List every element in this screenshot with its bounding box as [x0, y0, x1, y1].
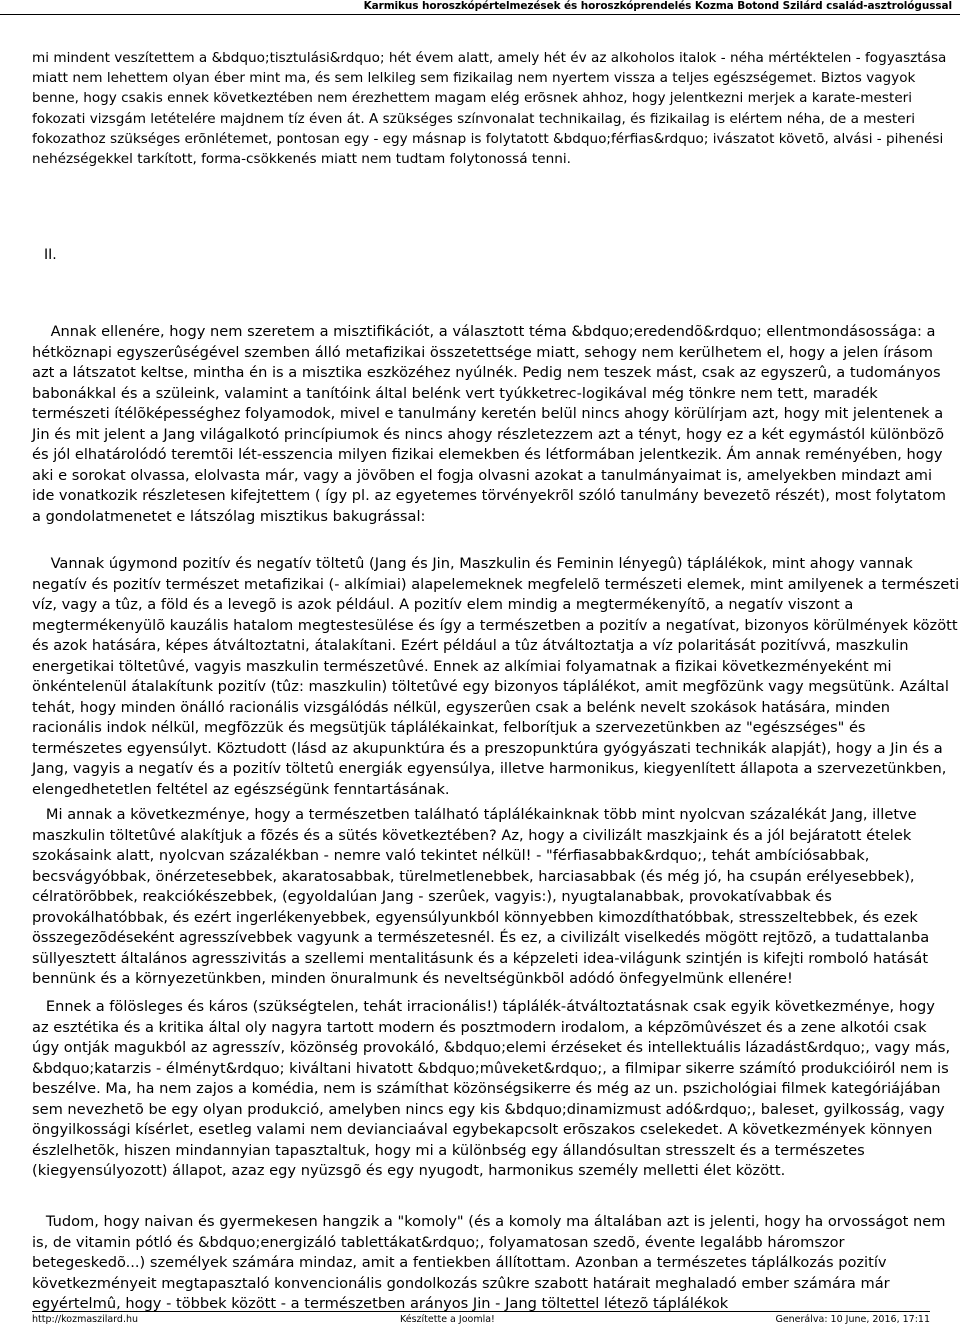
paragraph-tisztulasi: mi mindent veszítettem a &bdquo;tisztulási&rdquo; hét évem alatt, amely hét év az alkoholos italok - néha mértéktelen - fogyasztása miatt nem lehettem olyan éber mint ma, és sem lelkileg sem fizikailag nem nyertem vissza a teljes egészségemet. Biztos vagyok benne, hogy csakis ennek következtében nem érezhettem magam elég erõsnek ahhoz, hogy jelentkezni merjek a karate-mesteri fokozati vizsgám letételére majdnem tíz éven át. A szükséges színvonalat technikailag, és fizikailag is elértem néha, de a mesteri fokozathoz szükséges erõnlétemet, pontosan egy - egy másnap is folytatott &bdquo;férfias&rdquo; ivászatot követõ, alvási - pihenési nehézségekkel tarkított, forma-csökkenés miatt nem tudtam folytonossá tenni.: [32, 50, 947, 168]
footer-generated-date: Generálva: 10 June, 2016, 17:11: [775, 1314, 930, 1325]
paragraph-taplalekok: [32, 554, 960, 800]
paragraph-kovetkezmeny-text: Mi annak a következménye, hogy a természetben található táplálékainknak több mint nyolcvan százalékát Jang, illetve maszkulin töltetûvé alakítjuk a fõzés és a sütés következtében? Az, hogy a civilizált maszkjaink és a jól bejáratott ételek szokásaink alatt, nyolcvan százalékban - nemre való tekintet nélkül! - "férfiasabbak&rdquo;, tehát ambíciósabbak, becsvágyóbbak, önérzetesebbek, akaratosabbak, türelmetlenebbek, harciasabbak (és még jó, ha csupán erélyesebbek), célratörõbbek, reakciókészebbek, (egyoldalúan Jang - szerûek, vagyis:), nyugtalanabbak, provokatívabbak és provokálhatóbbak, és ezért ingerlékenyebbek, egyensúlyunkból könnyebben kimozdíthatóbbak, stresszeltebbek, és ezek összegezõdéseként agresszívebbek vagyunk a természetesnél. És ez, a civilizált viselkedés mögött rejtõzõ, a tudattalanba süllyesztett általános agresszivitás a szellemi mentalitásunk és a képzeleti idea-világunk szintjén is kifejti romboló hatását bennünk és a környezetünkben, minden önuralmunk és neveltségünkbõl adódó önfegyelmünk ellenére!: [32, 806, 930, 987]
page-header: [0, 0, 960, 15]
paragraph-tudom-text: Tudom, hogy naivan és gyermekesen hangzik a "komoly" (és a komoly ma általában azt is jelenti, hogy ha orvosságot nem is, de vitamin pótló és &bdquo;energizáló tablettákat&rdquo;, folyamatosan szedõ, évente legalább háromszor betegeskedõ...) személyek számára mindaz, amit a fentiekben állítottam. Azonban a természetes táplálkozás pozitív következményeit megtapasztaló konvencionális gondolkozás szûkre szabott határait meghaladó ember számára már egyértelmû, hogy - többek között - a természetben arányos Jin - Jang töltettel létezõ táplálékok: [32, 1213, 946, 1312]
paragraph-misztifikacio: [32, 322, 956, 527]
footer-made-with: Készítette a Joomla!: [400, 1314, 495, 1325]
paragraph-kovetkezmeny: [32, 805, 956, 990]
footer-url-link[interactable]: http://kozmaszilard.hu: [32, 1314, 139, 1325]
paragraph-tudom: [32, 1212, 956, 1315]
paragraph-misztifikacio-text: Annak ellenére, hogy nem szeretem a misztifikációt, a választott téma &bdquo;eredendõ&rdquo; ellentmondásossága: a hétköznapi egyszerûségével szemben álló metafizikai összetettsége miatt, sehogy nem kerülhetem el, hogy a jelen írásom azt a látszatot keltse, mintha én is a misztika eszközéhez nyúlnék. Pedig nem teszek mást, csak az egyszerû, a tudományos babonákkal és a szüleink, valamint a tanítóink által belénk vert tyúkketrec-logikával még tönkre nem tett, maradék természeti ítélõképességhez folyamodok, mivel e tanulmány keretén belül nincs ahogy körülírjam azt, hogy mit jelentenek a Jin és mit jelent a Jang világalkotó princípiumok és nincs ahogy részletezzem azt a tényt, hogy ez a két egymástól különbözõ és jól elhatárolódó teremtõi lét-esszencia milyen fizikai elemekben és létformában jelentkezik. Ám annak reményében, hogy aki e sorokat olvassa, elolvasta már, vagy a jövõben el fogja olvasni azokat a tanulmányaimat is, amelyekben mindazt ami ide vonatkozik részletesen kifejtettem ( így pl. az egyetemes törvényekrõl szóló tanulmány bevezetõ részét), most folytatom a gondolatmenetet e látszólag misztikus bakugrással:: [32, 323, 946, 525]
site-title: Karmikus horoszkópértelmezések és horoszkóprendelés Kozma Botond Szilárd család-asztrológussal: [363, 0, 952, 12]
paragraph-foloseges: [32, 997, 956, 1182]
section-heading: II.: [44, 247, 57, 263]
paragraph-taplalekok-text: Vannak úgymond pozitív és negatív töltetû (Jang és Jin, Maszkulin és Feminin lényegû) táplálékok, mint ahogy vannak negatív és pozitív természet metafizikai (- alkímiai) alapelemeknek megfelelõ természeti elemek, mint amilyenek a természeti víz, vagy a tûz, a föld és a levegõ is azok például. A pozitív elem mindig a megtermékenyítõ, a negatív viszont a megtermékenyülõ kauzális hatalom megtestesülése és így a természetben a pozitív a negatívat, bizonyos körülmények között és azok hatására, képes átváltoztatni, átalakítani. Ezért például a tûz átváltoztatja a víz polaritását pozitívvá, maszkulin energetikai töltetûvé, vagyis maszkulin természetûvé. Ennek az alkímiai folyamatnak a fizikai következményeként mi önkéntelenül átalakítunk pozitív (tûz: maszkulin) töltetûvé egy bizonyos táplálékot, amit megfõzünk vagy megsütünk. Azáltal tehát, hogy minden önálló racionális vizsgálódás nélkül, egyszerûen csak a belénk nevelt szokások hatására, minden racionális indok nélkül, megfõzzük és megsütjük táplálékainkat, felborítjuk a szervezetünkben az "egészséges" és természetes egyensúlyt. Köztudott (lásd az akupunktúra és a preszopunktúra gyógyászati technikák alapját), hogy a Jin és a Jang, vagyis a negatív és a pozitív töltetû energiák egyensúlya, illetve harmonikus, kiegyenlített állapota a szervezetünkben, elengedhetetlen feltétel az egészségünk fenntartásának.: [32, 555, 960, 798]
paragraph-foloseges-text: Ennek a fölösleges és káros (szükségtelen, tehát irracionális!) táplálék-átváltoztatásnak csak egyik következménye, hogy az esztétika és a kritika által oly nagyra tartott modern és posztmodern irodalom, a képzõmûvészet és a zene alkotói csak úgy ontják magukból az agresszív, közönség provokáló, &bdquo;elemi érzéseket és intellektuális lázadást&rdquo;, vagy más, &bdquo;katarzis - élményt&rdquo; kiváltani hivatott &bdquo;mûveket&rdquo;, a filmipar sikerre számító produkcióiról nem is beszélve. Ma, ha nem zajos a komédia, nem is számíthat közönségsikerre és még az un. pszichológiai filmek kategóriájában sem nevezhetõ be egy olyan produkció, amelyben nincs egy kis &bdquo;dinamizmust adó&rdquo;, baleset, gyilkosság, vagy öngyilkossági kísérlet, esetleg valami nem devianciaával egybekapcsolt erõszakos cselekedet. A következmények könnyen észlelhetõk, hiszen mindannyian tapasztaltuk, hogy mi a különbség egy állandósultan stresszelt és a természetes (kiegyensúlyozott) állapot, azaz egy nyüzsgõ és egy nyugodt, harmonikus személy melletti élet között.: [32, 998, 951, 1179]
page-footer: [32, 1311, 930, 1326]
